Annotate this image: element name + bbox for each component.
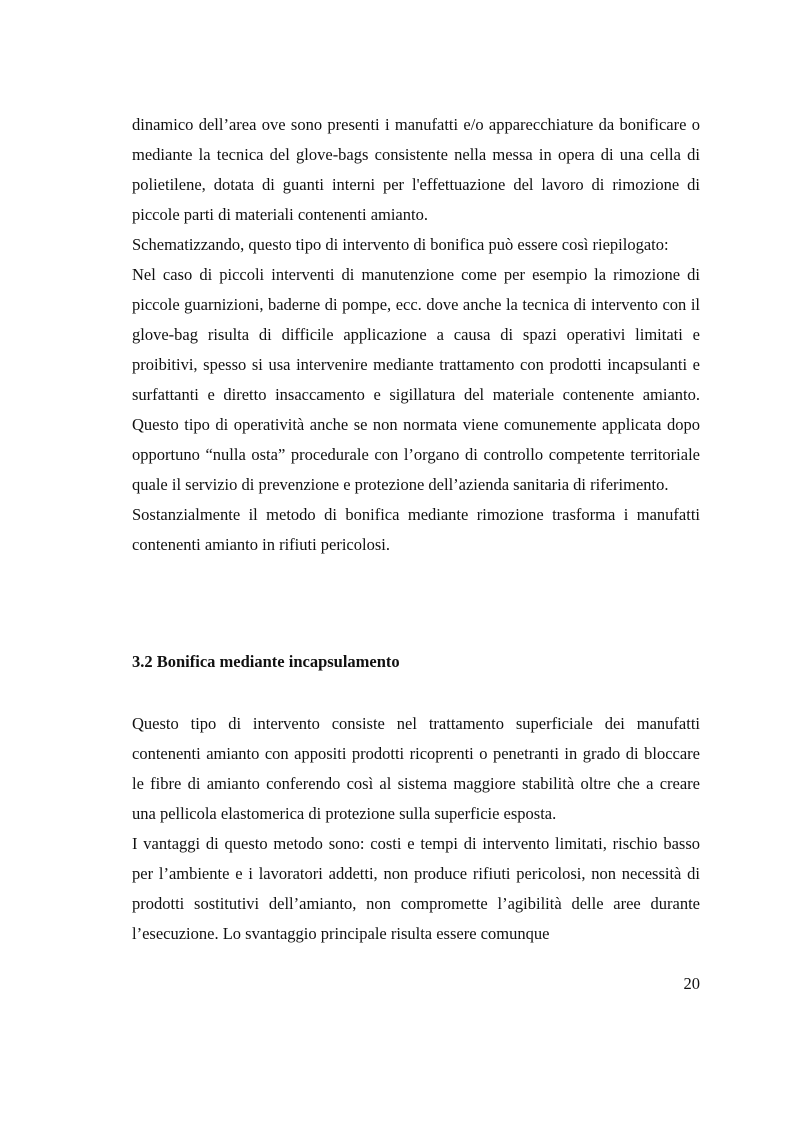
paragraph: Questo tipo di intervento consiste nel trattamento superficiale dei manufatti contenenti amianto con appositi prodotti ricoprenti o penetranti in grado di bloccare le fibre di amianto conferendo così al sistema maggiore stabilità oltre che a creare una pellicola elastomerica di protezione sulla superficie esposta.: [132, 714, 700, 823]
section-heading: 3.2 Bonifica mediante incapsulamento: [132, 652, 400, 671]
paragraph: dinamico dell’area ove sono presenti i manufatti e/o apparecchiature da bonificare o mediante la tecnica del glove-bags consistente nella messa in opera di una cella di polietilene, dotata di guanti interni per l'effettuazione del lavoro di rimozione di piccole parti di materiali contenenti amianto.: [132, 115, 700, 224]
paragraph: Sostanzialmente il metodo di bonifica mediante rimozione trasforma i manufatti contenenti amianto in rifiuti pericolosi.: [132, 505, 700, 554]
paragraph: I vantaggi di questo metodo sono: costi e tempi di intervento limitati, rischio basso per l’ambiente e i lavoratori addetti, non produce rifiuti pericolosi, non necessità di prodotti sostitutivi dell’amianto, non compromette l’agibilità delle aree durante l’esecuzione. Lo svantaggio principale risulta essere comunque: [132, 834, 700, 943]
paragraph: Nel caso di piccoli interventi di manutenzione come per esempio la rimozione di piccole guarnizioni, baderne di pompe, ecc. dove anche la tecnica di intervento con il glove-bag risulta di difficile applicazione a causa di spazi operativi limitati e proibitivi, spesso si usa intervenire mediante trattamento con prodotti incapsulanti e surfattanti e diretto insaccamento e sigillatura del materiale contenente amianto. Questo tipo di operatività anche se non normata viene comunemente applicata dopo opportuno “nulla osta” procedurale con l’organo di controllo competente territoriale quale il servizio di prevenzione e protezione dell’azienda sanitaria di riferimento.: [132, 265, 700, 494]
paragraph: Schematizzando, questo tipo di intervento di bonifica può essere così riepilogato:: [132, 235, 669, 254]
section-body-1: [132, 110, 700, 560]
section-body-2: [132, 709, 700, 949]
page-number: 20: [683, 974, 700, 993]
